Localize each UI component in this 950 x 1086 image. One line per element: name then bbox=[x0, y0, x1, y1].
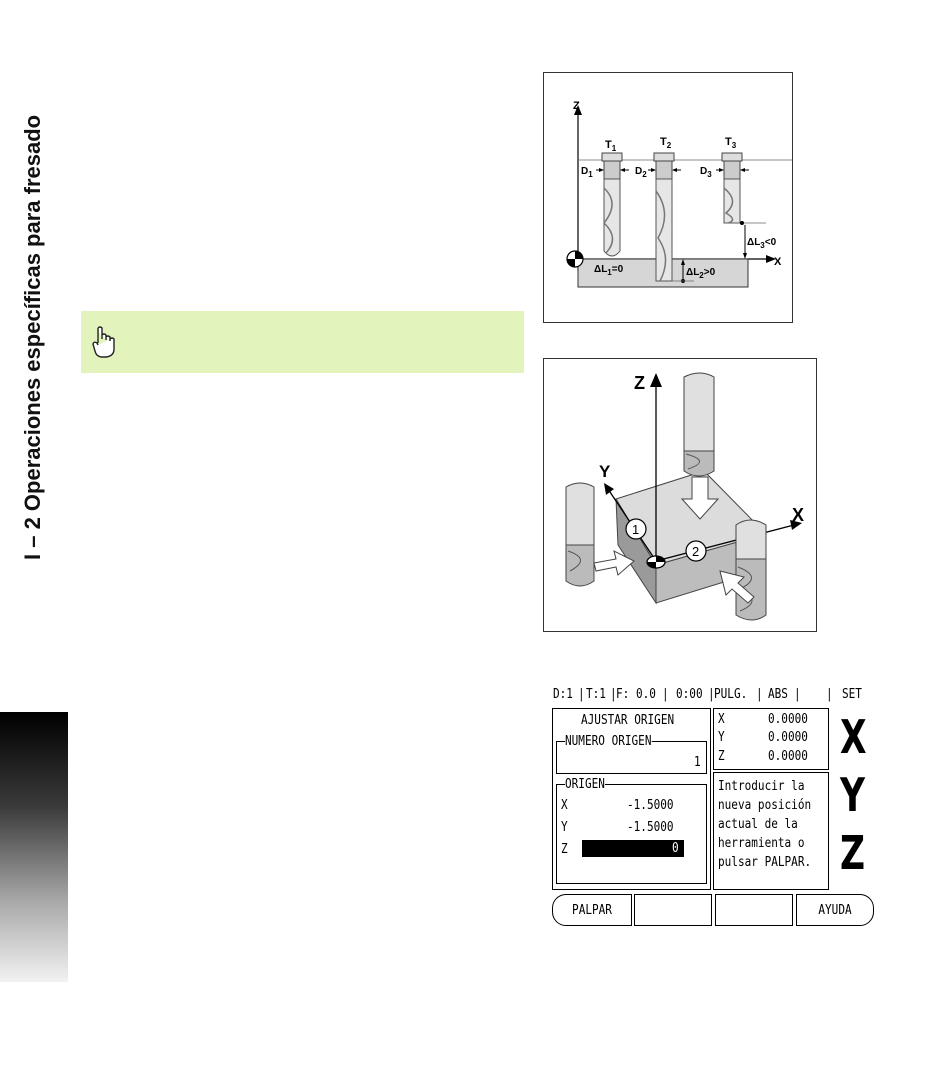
origen-z-input[interactable] bbox=[582, 840, 684, 857]
status-units: PULG. bbox=[714, 687, 748, 702]
origen-group bbox=[556, 777, 707, 884]
tool-1 bbox=[581, 139, 629, 256]
marker-1: 1 bbox=[632, 522, 640, 537]
origen-z-value: 0 bbox=[672, 841, 679, 856]
status-tool: T:1 bbox=[586, 687, 606, 702]
position-panel bbox=[713, 708, 829, 770]
delta-l1-label: $\Delta L_1=0$ bbox=[594, 264, 624, 277]
axis-y-label-2: Y bbox=[599, 462, 611, 481]
status-mode: ABS bbox=[768, 687, 788, 702]
numero-origen-field[interactable] bbox=[556, 734, 707, 774]
origen-y-value[interactable]: -1.5000 bbox=[627, 820, 674, 835]
origen-z-axis: Z bbox=[561, 842, 568, 857]
pos-z-value: 0.0000 bbox=[768, 749, 808, 764]
axis-x-label: X bbox=[774, 256, 782, 268]
delta-l3-label: $\Delta L_3<0$ bbox=[747, 237, 777, 250]
marker-2: 2 bbox=[692, 544, 700, 559]
origen-x-axis: X bbox=[561, 798, 568, 813]
origen-x-value[interactable]: -1.5000 bbox=[627, 798, 674, 813]
origen-y-axis: Y bbox=[561, 820, 568, 835]
dro-display bbox=[550, 684, 878, 929]
axis-key-y[interactable]: Y bbox=[840, 768, 865, 822]
help-line-2: nueva posición bbox=[718, 798, 812, 813]
datum-setting-diagram bbox=[543, 358, 817, 632]
side-gradient-bar bbox=[0, 712, 68, 982]
numero-origen-label: NUMERO ORIGEN bbox=[565, 734, 652, 749]
svg-text:T3: $T_3$ bbox=[725, 136, 737, 150]
svg-text:D3: $D_3$ bbox=[700, 166, 712, 179]
svg-text:T1: $T_1$ bbox=[605, 139, 617, 153]
pos-x-value: 0.0000 bbox=[768, 712, 808, 727]
origen-label: ORIGEN bbox=[565, 777, 605, 792]
help-line-1: Introducir la bbox=[718, 779, 805, 794]
axis-z-label: Z bbox=[573, 100, 580, 112]
note-box bbox=[81, 311, 524, 373]
status-datum: D:1 bbox=[553, 687, 573, 702]
status-bar: D:1 | T:1 | F: 0.0 | 0:00 | PULG. | ABS | | SET bbox=[553, 687, 862, 702]
status-feed: F: 0.0 bbox=[616, 687, 656, 702]
svg-text:T2: $T_2$ bbox=[660, 136, 672, 150]
side-chapter-title bbox=[0, 0, 68, 600]
axis-key-x[interactable]: X bbox=[840, 710, 867, 764]
pos-y-axis: Y bbox=[718, 730, 725, 745]
tool-3 bbox=[700, 136, 749, 223]
status-time: 0:00 bbox=[676, 687, 703, 702]
softkey-palpar[interactable]: PALPAR bbox=[552, 894, 632, 926]
help-panel bbox=[713, 772, 829, 890]
axis-key-z[interactable]: Z bbox=[840, 826, 866, 880]
numero-origen-value: 1 bbox=[694, 755, 701, 770]
axis-z-label-2: Z bbox=[634, 373, 645, 393]
tool-length-diagram bbox=[543, 72, 793, 323]
help-line-4: herramienta o bbox=[718, 836, 805, 851]
svg-text:D1: $D_1$ bbox=[581, 166, 593, 179]
softkey-3[interactable] bbox=[715, 894, 793, 926]
pos-z-axis: Z bbox=[718, 749, 725, 764]
status-set: SET bbox=[842, 687, 862, 702]
axis-x-label-2: X bbox=[792, 505, 805, 525]
help-line-5: pulsar PALPAR. bbox=[718, 855, 812, 870]
form-title: AJUSTAR ORIGEN bbox=[581, 713, 675, 728]
form-panel bbox=[552, 708, 711, 890]
softkey-ayuda[interactable]: AYUDA bbox=[796, 894, 874, 926]
help-line-3: actual de la bbox=[718, 817, 798, 832]
pos-x-axis: X bbox=[718, 712, 725, 727]
svg-text:D2: $D_2$ bbox=[635, 166, 647, 179]
chapter-title-text: I – 2 Operaciones específicas para fresado bbox=[20, 114, 45, 560]
delta-l2-label: $\Delta L_2>0$ bbox=[686, 267, 716, 280]
softkey-2[interactable] bbox=[634, 894, 712, 926]
pos-y-value: 0.0000 bbox=[768, 730, 808, 745]
pointing-hand-icon bbox=[89, 325, 117, 359]
